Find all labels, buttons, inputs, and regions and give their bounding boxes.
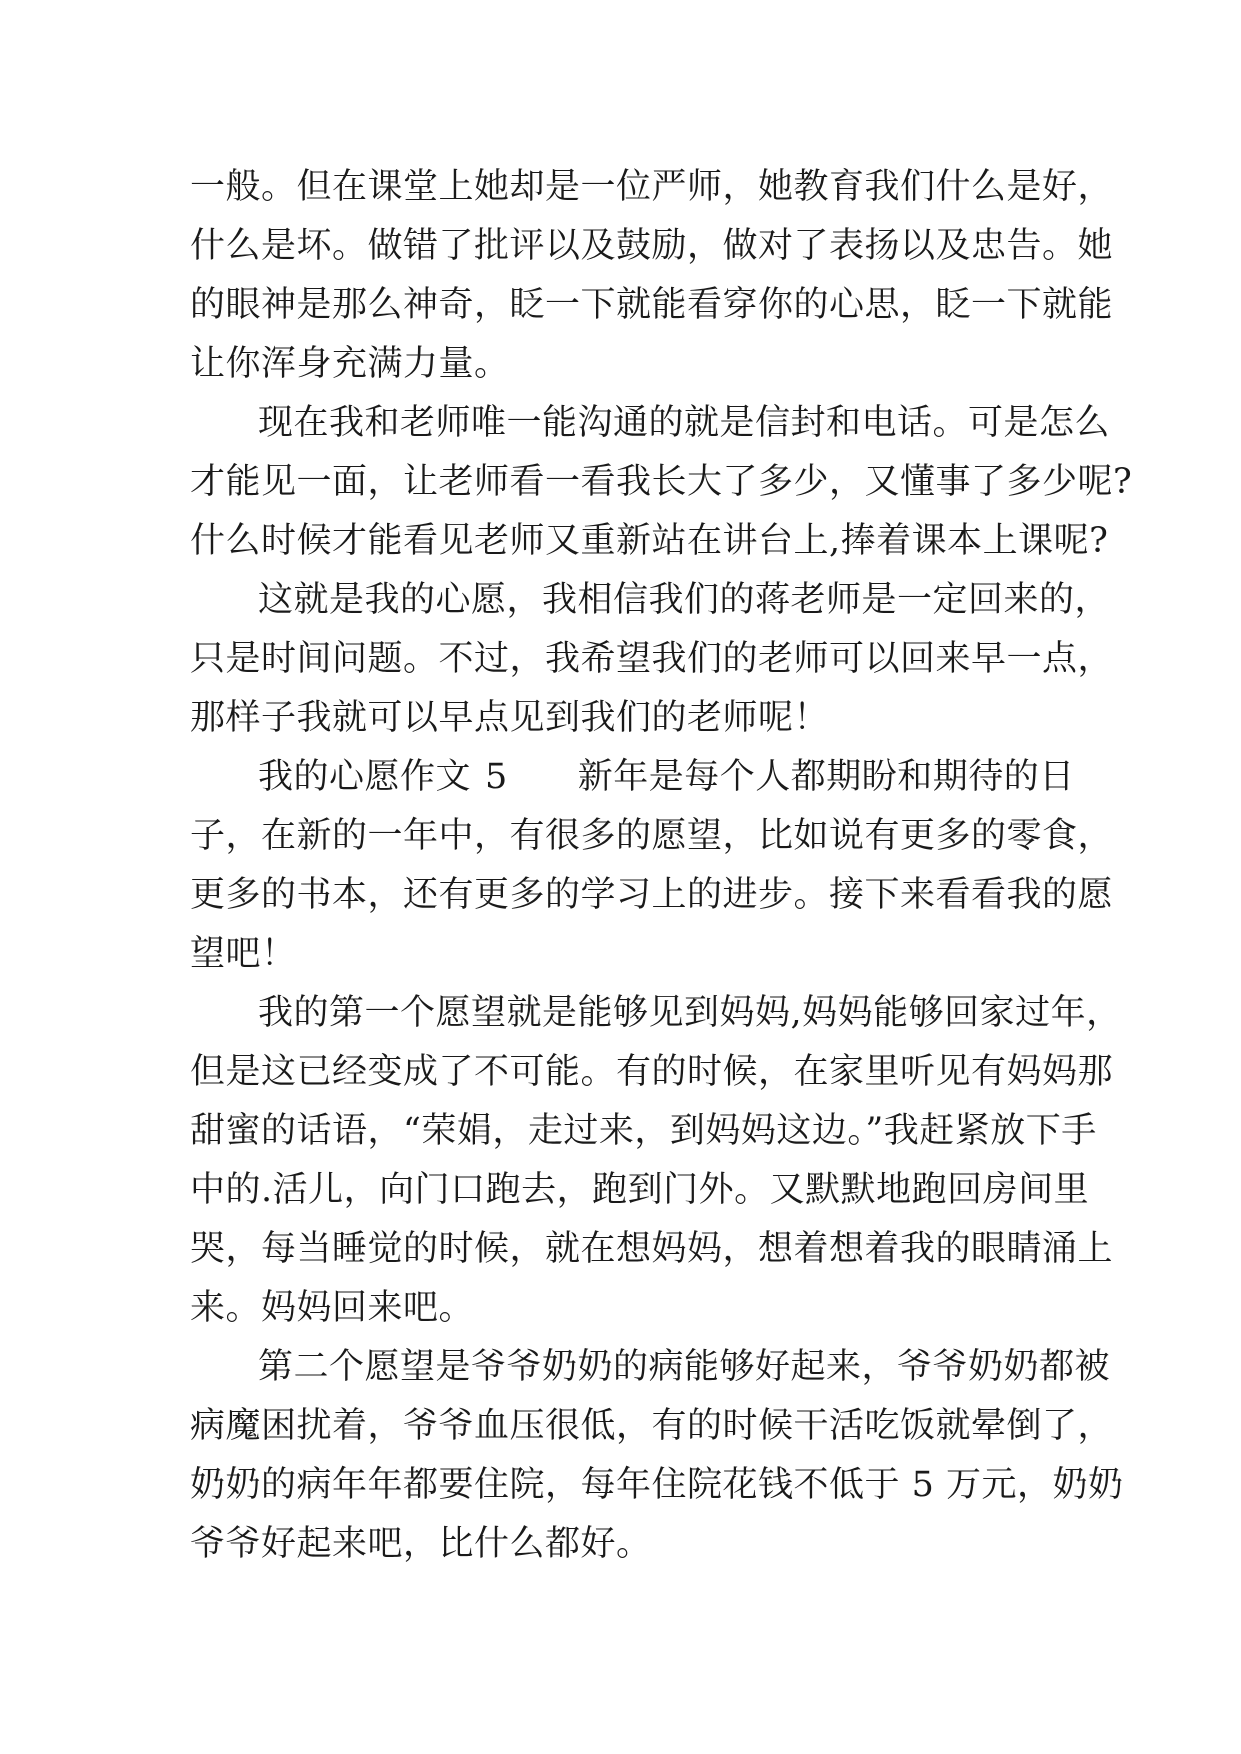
text-line: 的眼神是那么神奇，眨一下就能看穿你的心思，眨一下就能 [190, 285, 1114, 325]
text-line: 但是这已经变成了不可能。有的时候，在家里听见有妈妈那 [190, 1052, 1114, 1092]
text-line: 什么是坏。做错了批评以及鼓励，做对了表扬以及忠告。她 [190, 226, 1114, 266]
paragraph-start-line: 现在我和老师唯一能沟通的就是信封和电话。可是怎么 [258, 403, 1111, 443]
paragraph-start-line: 我的第一个愿望就是能够见到妈妈,妈妈能够回家过年， [258, 993, 1122, 1033]
text-line: 中的.活儿，向门口跑去，跑到门外。又默默地跑回房间里 [190, 1170, 1090, 1210]
text-line: 什么时候才能看见老师又重新站在讲台上,捧着课本上课呢? [190, 521, 1109, 561]
text-line: 甜蜜的话语，“荣娟，走过来，到妈妈这边。”我赶紧放下手 [190, 1111, 1097, 1151]
paragraph-start-line: 这就是我的心愿，我相信我们的蒋老师是一定回来的， [258, 580, 1111, 620]
text-line: 爷爷好起来吧，比什么都好。 [190, 1524, 652, 1564]
text-line: 望吧！ [190, 934, 297, 974]
text-line: 哭，每当睡觉的时候，就在想妈妈，想着想着我的眼睛涌上 [190, 1229, 1114, 1269]
text-line: 那样子我就可以早点见到我们的老师呢！ [190, 698, 830, 738]
essay-title: 我的心愿作文 [258, 757, 472, 797]
text-line: 一般。但在课堂上她却是一位严师，她教育我们什么是好， [190, 167, 1114, 207]
text-line: 来。妈妈回来吧。 [190, 1288, 475, 1328]
text-line: 奶奶的病年年都要住院，每年住院花钱不低于 5 万元，奶奶 [190, 1465, 1124, 1505]
essay-number: 5 [485, 757, 508, 797]
text-line: 只是时间问题。不过，我希望我们的老师可以回来早一点， [190, 639, 1114, 679]
text-line: 子，在新的一年中，有很多的愿望，比如说有更多的零食， [190, 816, 1114, 856]
heading-continuation: 新年是每个人都期盼和期待的日 [577, 757, 1075, 797]
text-line: 让你浑身充满力量。 [190, 344, 510, 384]
text-line: 病魔困扰着，爷爷血压很低，有的时候干活吃饭就晕倒了， [190, 1406, 1114, 1446]
essay-heading-line [190, 748, 1080, 807]
text-line: 更多的书本，还有更多的学习上的进步。接下来看看我的愿 [190, 875, 1114, 915]
paragraph-start-line: 第二个愿望是爷爷奶奶的病能够好起来，爷爷奶奶都被 [258, 1347, 1111, 1387]
document-body [190, 158, 1133, 1574]
text-line: 才能见一面，让老师看一看我长大了多少，又懂事了多少呢? [190, 462, 1133, 502]
